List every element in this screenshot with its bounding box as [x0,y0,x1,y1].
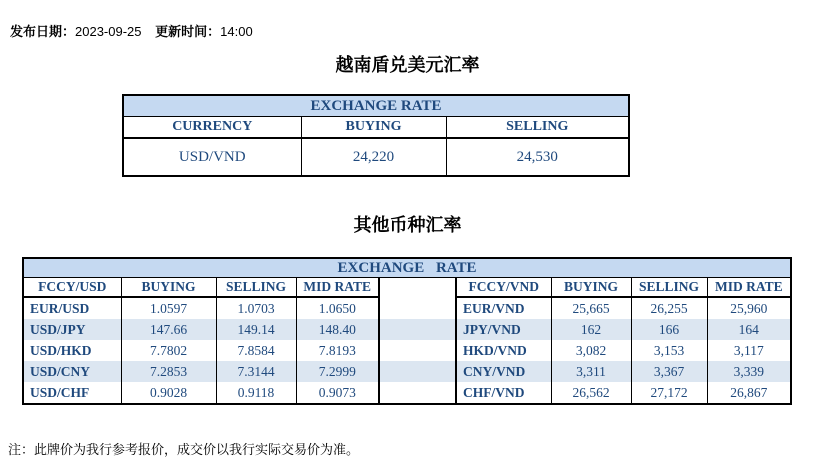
column-header-buying: BUYING [301,117,446,139]
publish-date-value: 2023-09-25 [75,24,142,39]
selling-rate: 166 [631,319,707,340]
table-header-row [123,95,629,117]
currency-pair: USD/JPY [23,319,121,340]
table-row [23,382,791,404]
column-header-selling: SELLING [446,117,629,139]
buying-rate: 24,220 [301,138,446,176]
currency-pair: EUR/VND [456,297,551,319]
mid-rate: 148.40 [296,319,379,340]
publish-date-label: 发布日期： [10,24,76,39]
selling-rate: 0.9118 [216,382,296,404]
spacer-cell [379,340,456,361]
mid-rate: 26,867 [707,382,791,404]
other-rates-table [22,257,792,405]
selling-rate: 7.3144 [216,361,296,382]
table-row [23,340,791,361]
table-row [123,138,629,176]
buying-rate: 3,311 [551,361,631,382]
currency-pair: USD/CHF [23,382,121,404]
buying-rate: 25,665 [551,297,631,319]
mid-rate: 3,117 [707,340,791,361]
mid-rate: 164 [707,319,791,340]
currency-pair: USD/CNY [23,361,121,382]
spacer-cell [379,319,456,340]
column-header-midrate-right: MID RATE [707,278,791,298]
column-header-row [23,278,791,298]
currency-pair: USD/VND [123,138,301,176]
currency-pair: CHF/VND [456,382,551,404]
selling-rate: 24,530 [446,138,629,176]
buying-rate: 7.7802 [121,340,216,361]
table-row [23,361,791,382]
selling-rate: 27,172 [631,382,707,404]
publish-info-line [10,21,253,40]
column-header-row [123,117,629,139]
buying-rate: 3,082 [551,340,631,361]
table-title-exchange-rate: EXCHANGE RATE [123,95,629,117]
buying-rate: 1.0597 [121,297,216,319]
currency-pair: CNY/VND [456,361,551,382]
buying-rate: 162 [551,319,631,340]
table-title-exchange-rate: EXCHANGE RATE [23,258,791,278]
selling-rate: 3,367 [631,361,707,382]
selling-rate: 26,255 [631,297,707,319]
spacer-cell [379,361,456,382]
column-header-fccy-usd: FCCY/USD [23,278,121,298]
column-header-buying-left: BUYING [121,278,216,298]
column-header-currency: CURRENCY [123,117,301,139]
table-row [23,297,791,319]
buying-rate: 26,562 [551,382,631,404]
update-time-label: 更新时间： [155,24,221,39]
table-header-row [23,258,791,278]
currency-pair: EUR/USD [23,297,121,319]
mid-rate: 7.2999 [296,361,379,382]
currency-pair: USD/HKD [23,340,121,361]
mid-rate: 7.8193 [296,340,379,361]
spacer-cell [379,297,456,319]
mid-rate: 3,339 [707,361,791,382]
mid-rate: 0.9073 [296,382,379,404]
currency-pair: HKD/VND [456,340,551,361]
selling-rate: 1.0703 [216,297,296,319]
buying-rate: 7.2853 [121,361,216,382]
spacer-cell [379,382,456,404]
update-time-value: 14:00 [220,24,253,39]
buying-rate: 147.66 [121,319,216,340]
column-header-selling-right: SELLING [631,278,707,298]
usd-vnd-rate-table [122,94,630,177]
selling-rate: 7.8584 [216,340,296,361]
column-header-buying-right: BUYING [551,278,631,298]
column-header-selling-left: SELLING [216,278,296,298]
mid-rate: 25,960 [707,297,791,319]
buying-rate: 0.9028 [121,382,216,404]
section-title-usd-vnd: 越南盾兑美元汇率 [335,55,480,75]
column-header-fccy-vnd: FCCY/VND [456,278,551,298]
currency-pair: JPY/VND [456,319,551,340]
table-row [23,319,791,340]
selling-rate: 149.14 [216,319,296,340]
spacer-cell [379,278,456,298]
column-header-midrate-left: MID RATE [296,278,379,298]
mid-rate: 1.0650 [296,297,379,319]
footnote: 注：此牌价为我行参考报价，成交价以我行实际交易价为准。 [8,442,360,457]
selling-rate: 3,153 [631,340,707,361]
section-title-other-currencies: 其他币种汇率 [353,215,462,235]
